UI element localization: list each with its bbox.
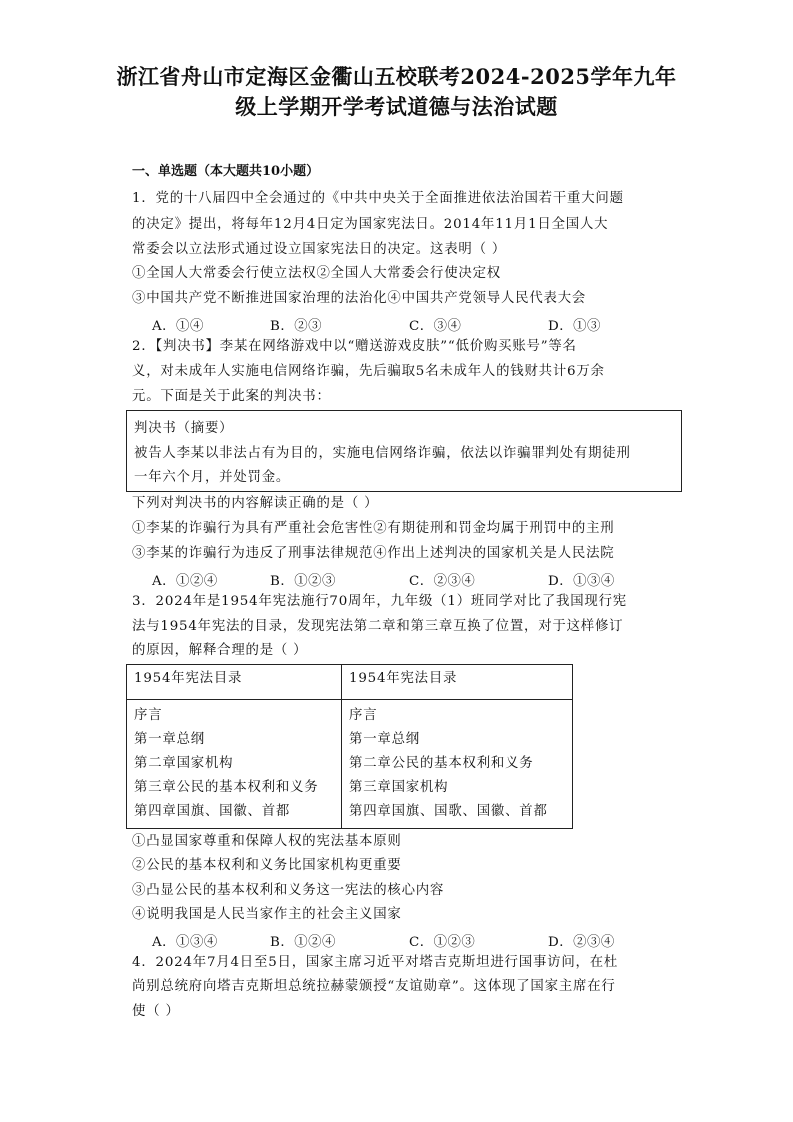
q1-option-c[interactable]: C．③④ [409, 319, 462, 334]
q3-line-3: 的原因，解释合理的是（ ） [132, 643, 308, 658]
q3-option-a[interactable]: A．①③④ [152, 935, 218, 950]
q1-line-3: 常委会以立法形式通过设立国家宪法日的决定。这表明（ ） [132, 242, 507, 257]
title-line-1: 浙江省舟山市定海区金衢山五校联考2024-2025学年九年 [116, 64, 677, 89]
q2-option-b[interactable]: B．①②③ [270, 574, 336, 589]
exam-title [60, 62, 733, 122]
q3-option-d[interactable]: D．②③④ [548, 935, 615, 950]
q3-choice-line-3: ③凸显公民的基本权利和义务这一宪法的核心内容 [132, 883, 445, 898]
col2-item: 第四章国旗、国歌、国徽、首都 [349, 804, 548, 819]
verdict-line-1: 被告人李某以非法占有为目的，实施电信网络诈骗，依法以诈骗罪判处有期徒刑 [134, 446, 631, 461]
table-header-col1: 1954年宪法目录 [127, 665, 342, 700]
verdict-title: 判决书（摘要） [134, 421, 234, 436]
q3-option-c[interactable]: C．①②③ [409, 935, 476, 950]
q3-choice-line-1: ①凸显国家尊重和保障人权的宪法基本原则 [132, 834, 402, 849]
q1-option-a[interactable]: A．①④ [152, 319, 204, 334]
verdict-box [126, 410, 682, 492]
q1-line-4: ①全国人大常委会行使立法权②全国人大常委会行使决定权 [132, 266, 501, 281]
q3-choice-line-4: ④说明我国是人民当家作主的社会主义国家 [132, 907, 402, 922]
q2-question: 下列对判决书的内容解读正确的是（ ） [132, 496, 379, 511]
q2-option-a[interactable]: A．①②④ [152, 574, 218, 589]
q1-line-1: 1．党的十八届四中全会通过的《中共中央关于全面推进依法治国若干重大问题 [132, 191, 624, 206]
constitution-table [126, 664, 573, 829]
col1-item: 第四章国旗、国徽、首都 [134, 804, 291, 819]
q2-option-c[interactable]: C．②③④ [409, 574, 476, 589]
col2-item: 第二章公民的基本权利和义务 [349, 756, 534, 771]
q1-line-5: ③中国共产党不断推进国家治理的法治化④中国共产党领导人民代表大会 [132, 291, 587, 306]
q1-option-b[interactable]: B．②③ [270, 319, 323, 334]
q2-choice-line-1: ①李某的诈骗行为具有严重社会危害性②有期徒刑和罚金均属于刑罚中的主刑 [132, 521, 615, 536]
q4-line-2: 尚别总统府向塔吉克斯坦总统拉赫蒙颁授“友谊勋章”。这体现了国家主席在行 [132, 979, 616, 994]
table-body-row [127, 700, 573, 829]
q2-choice-line-2: ③李某的诈骗行为违反了刑事法律规范④作出上述判决的国家机关是人民法院 [132, 546, 615, 561]
q1-line-2: 的决定》提出，将每年12月4日定为国家宪法日。2014年11月1日全国人大 [132, 217, 609, 232]
col1-item: 第三章公民的基本权利和义务 [134, 780, 319, 795]
q2-line-2: 义，对未成年人实施电信网络诈骗，先后骗取5名未成年人的钱财共计6万余 [132, 364, 605, 379]
verdict-line-2: 一年六个月，并处罚金。 [134, 470, 291, 485]
col1-item: 序言 [134, 708, 163, 723]
table-col2 [342, 700, 573, 829]
col2-item: 第三章国家机构 [349, 780, 449, 795]
title-line-2: 级上学期开学考试道德与法治试题 [235, 94, 558, 119]
q3-option-b[interactable]: B．①②④ [270, 935, 336, 950]
q4-line-1: 4．2024年7月4日至5日，国家主席习近平对塔吉克斯坦进行国事访问，在杜 [132, 955, 619, 970]
q2-line-3: 元。下面是关于此案的判决书： [132, 389, 331, 404]
table-header-col2: 1954年宪法目录 [342, 665, 573, 700]
section-heading: 一、单选题（本大题共10小题） [132, 164, 320, 179]
q4-line-3: 使（ ） [132, 1004, 180, 1019]
q2-option-d[interactable]: D．①③④ [548, 574, 615, 589]
col2-item: 第一章总纲 [349, 732, 420, 747]
table-col1 [127, 700, 342, 829]
table-header-row [127, 665, 573, 700]
col1-item: 第二章国家机构 [134, 756, 234, 771]
q3-line-1: 3．2024年是1954年宪法施行70周年，九年级（1）班同学对比了我国现行宪 [132, 594, 627, 609]
q1-option-d[interactable]: D．①③ [548, 319, 601, 334]
q3-line-2: 法与1954年宪法的目录，发现宪法第二章和第三章互换了位置，对于这样修订 [132, 619, 624, 634]
col2-item: 序言 [349, 708, 378, 723]
col1-item: 第一章总纲 [134, 732, 205, 747]
q3-choice-line-2: ②公民的基本权利和义务比国家机构更重要 [132, 858, 402, 873]
q2-line-1: 2．【判决书】李某在网络游戏中以“赠送游戏皮肤”“低价购买账号”等名 [132, 339, 577, 354]
